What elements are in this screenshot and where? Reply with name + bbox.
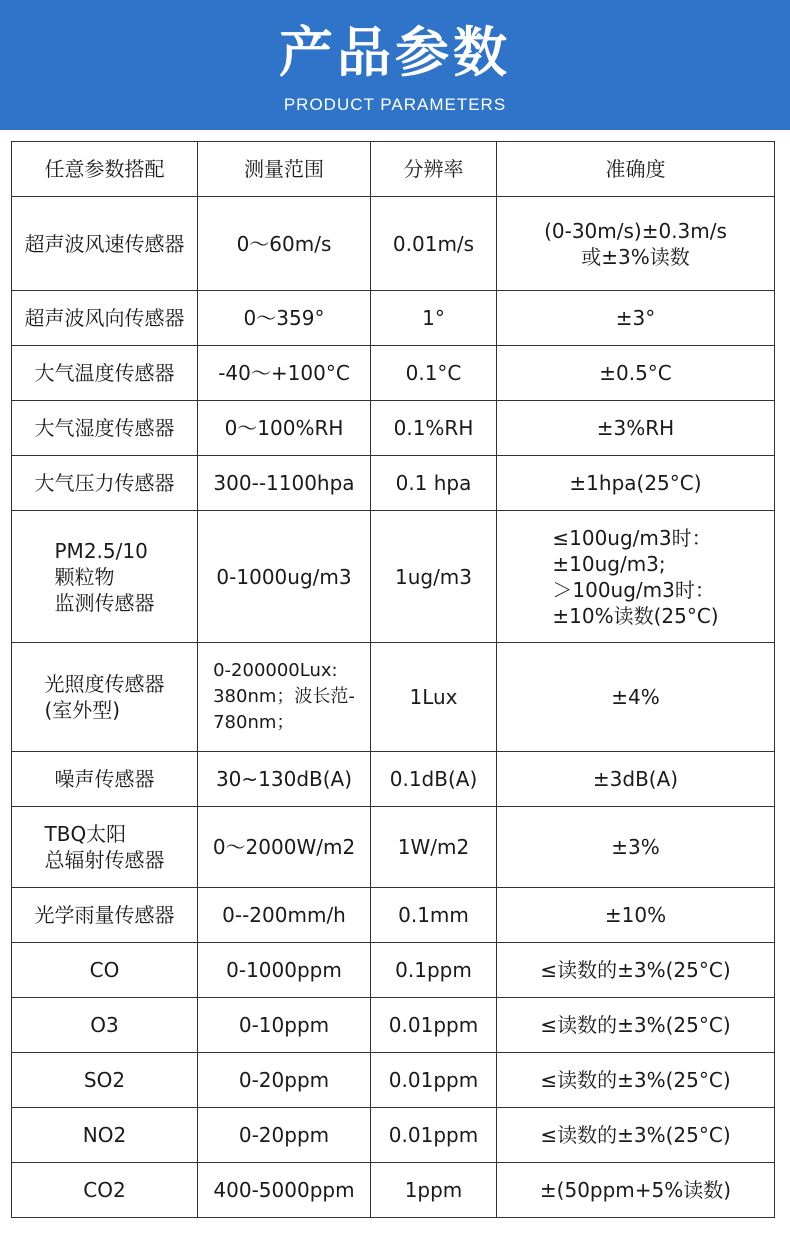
accuracy-line: ±10%读数(25°C): [552, 603, 719, 628]
range-cell: [198, 1163, 371, 1218]
range-line: 0～359°: [243, 306, 325, 330]
sensor-name-cell: [12, 511, 198, 643]
resolution-line: 0.01ppm: [388, 1013, 479, 1037]
resolution-cell: [371, 401, 497, 456]
sensor-name-line: 超声波风向传感器: [24, 306, 185, 330]
resolution-cell: [371, 807, 497, 888]
range-cell: [198, 197, 371, 291]
sensor-name-line: 总辐射传感器: [44, 848, 165, 872]
resolution-line: 0.01ppm: [388, 1068, 479, 1092]
range-cell: [198, 943, 371, 998]
accuracy-line: ≤100ug/m3时：: [552, 525, 712, 550]
range-line: 0-1000ug/m3: [216, 564, 352, 589]
accuracy-line: ≤读数的±3%(25°C): [540, 1123, 731, 1147]
range-line: 0-200000Lux:: [213, 660, 338, 681]
resolution-line: 0.1mm: [398, 903, 469, 927]
range-cell: [198, 752, 371, 807]
range-cell: [198, 998, 371, 1053]
sensor-name-cell: [12, 401, 198, 456]
accuracy-cell: [497, 643, 775, 752]
table-row: [12, 888, 775, 943]
table-row: [12, 197, 775, 291]
accuracy-cell: [497, 998, 775, 1053]
parameters-table: [11, 141, 775, 1218]
range-line: 400-5000ppm: [213, 1178, 355, 1202]
table-row: [12, 807, 775, 888]
resolution-line: 1ug/m3: [394, 564, 473, 589]
sensor-name-cell: [12, 291, 198, 346]
resolution-line: 1W/m2: [397, 835, 470, 859]
resolution-cell: [371, 752, 497, 807]
table-row: [12, 1163, 775, 1218]
sensor-name-line: O3: [90, 1013, 119, 1037]
column-header-accuracy: 准确度: [497, 142, 775, 197]
sensor-name-cell: [12, 643, 198, 752]
resolution-line: 1°: [422, 306, 445, 330]
sensor-name-line: 光照度传感器: [44, 672, 165, 696]
sensor-name-cell: [12, 752, 198, 807]
resolution-line: 0.1ppm: [395, 958, 472, 982]
range-line: 380nm；波长范-: [213, 686, 355, 707]
range-cell: [198, 346, 371, 401]
page-title: 产品参数: [279, 21, 511, 84]
sensor-name-cell: [12, 998, 198, 1053]
resolution-cell: [371, 888, 497, 943]
table-row: [12, 346, 775, 401]
range-cell: [198, 807, 371, 888]
table-row: [12, 998, 775, 1053]
accuracy-line: ≤读数的±3%(25°C): [540, 1013, 731, 1037]
sensor-name-line: SO2: [83, 1068, 126, 1092]
table-header-row: [12, 142, 775, 197]
range-cell: [198, 1053, 371, 1108]
resolution-line: 0.1 hpa: [395, 471, 472, 495]
accuracy-line: ±3dB(A): [592, 767, 679, 791]
range-cell: [198, 291, 371, 346]
sensor-name-cell: [12, 888, 198, 943]
resolution-cell: [371, 643, 497, 752]
sensor-name-cell: [12, 807, 198, 888]
sensor-name-line: PM2.5/10: [54, 538, 148, 563]
accuracy-line: ＞100ug/m3时：: [552, 577, 715, 602]
resolution-cell: [371, 291, 497, 346]
header-banner: [0, 0, 790, 130]
sensor-name-cell: [12, 456, 198, 511]
sensor-name-line: 光学雨量传感器: [34, 903, 175, 927]
accuracy-cell: [497, 291, 775, 346]
range-cell: [198, 888, 371, 943]
accuracy-line: ≤读数的±3%(25°C): [540, 1068, 731, 1092]
table-row: [12, 511, 775, 643]
resolution-cell: [371, 197, 497, 291]
table-row: [12, 943, 775, 998]
resolution-line: 0.01m/s: [392, 231, 475, 256]
sensor-name-line: CO2: [83, 1178, 126, 1202]
range-cell: [198, 643, 371, 752]
accuracy-line: ≤读数的±3%(25°C): [540, 958, 731, 982]
sensor-name-line: NO2: [82, 1123, 127, 1147]
range-cell: [198, 511, 371, 643]
table-row: [12, 291, 775, 346]
sensor-name-line: (室外型): [44, 698, 121, 722]
resolution-line: 0.01ppm: [388, 1123, 479, 1147]
resolution-cell: [371, 456, 497, 511]
resolution-cell: [371, 511, 497, 643]
table-row: [12, 1108, 775, 1163]
sensor-name-line: 大气湿度传感器: [34, 416, 175, 440]
column-header-range: 测量范围: [198, 142, 371, 197]
accuracy-line: ±3%RH: [596, 416, 675, 440]
sensor-name-line: 颗粒物: [54, 564, 115, 589]
range-line: -40～+100°C: [218, 361, 350, 385]
sensor-name-cell: [12, 346, 198, 401]
sensor-name-line: 监测传感器: [54, 590, 155, 615]
resolution-cell: [371, 1108, 497, 1163]
range-line: 0-10ppm: [238, 1013, 330, 1037]
sensor-name-line: CO: [89, 958, 120, 982]
range-cell: [198, 401, 371, 456]
accuracy-line: ±10%: [604, 903, 667, 927]
accuracy-cell: [497, 401, 775, 456]
resolution-cell: [371, 1163, 497, 1218]
accuracy-cell: [497, 752, 775, 807]
accuracy-line: ±0.5°C: [599, 361, 672, 385]
accuracy-cell: [497, 943, 775, 998]
table-body: [12, 197, 775, 1218]
accuracy-cell: [497, 807, 775, 888]
range-line: 0～100%RH: [224, 416, 344, 440]
page-subtitle: PRODUCT PARAMETERS: [283, 95, 507, 114]
range-line: 0～60m/s: [236, 231, 332, 256]
sensor-name-line: 大气压力传感器: [34, 471, 175, 495]
accuracy-line: (0-30m/s)±0.3m/s: [544, 218, 727, 243]
range-cell: [198, 1108, 371, 1163]
sensor-name-cell: [12, 943, 198, 998]
accuracy-cell: [497, 511, 775, 643]
range-line: 0～2000W/m2: [212, 835, 356, 859]
sensor-name-line: 大气温度传感器: [34, 361, 175, 385]
range-line: 0-20ppm: [238, 1068, 330, 1092]
table-row: [12, 643, 775, 752]
accuracy-line: ±4%: [611, 685, 660, 709]
resolution-line: 1ppm: [404, 1178, 463, 1202]
accuracy-line: ±10ug/m3;: [552, 551, 666, 576]
accuracy-line: ±3°: [615, 306, 656, 330]
sensor-name-line: TBQ太阳: [44, 822, 127, 846]
accuracy-line: ±(50ppm+5%读数): [539, 1178, 732, 1202]
table-row: [12, 752, 775, 807]
accuracy-cell: [497, 1053, 775, 1108]
sensor-name-line: 噪声传感器: [54, 767, 155, 791]
sensor-name-line: 超声波风速传感器: [24, 231, 185, 256]
sensor-name-cell: [12, 1163, 198, 1218]
range-line: 780nm；: [213, 712, 295, 733]
range-line: 0--200mm/h: [222, 903, 346, 927]
column-header-sensor: 任意参数搭配: [12, 142, 198, 197]
resolution-cell: [371, 346, 497, 401]
table-row: [12, 401, 775, 456]
accuracy-cell: [497, 1108, 775, 1163]
accuracy-line: ±1hpa(25°C): [569, 471, 702, 495]
resolution-cell: [371, 943, 497, 998]
table-row: [12, 1053, 775, 1108]
accuracy-cell: [497, 456, 775, 511]
resolution-cell: [371, 998, 497, 1053]
sensor-name-cell: [12, 1108, 198, 1163]
resolution-line: 0.1%RH: [393, 416, 474, 440]
range-line: 0-1000ppm: [226, 958, 342, 982]
accuracy-cell: [497, 346, 775, 401]
resolution-line: 0.1°C: [405, 361, 462, 385]
range-cell: [198, 456, 371, 511]
sensor-name-cell: [12, 1053, 198, 1108]
resolution-cell: [371, 1053, 497, 1108]
range-line: 30~130dB(A): [215, 767, 353, 791]
column-header-resolution: 分辨率: [371, 142, 497, 197]
resolution-line: 1Lux: [409, 685, 458, 709]
accuracy-cell: [497, 888, 775, 943]
accuracy-line: 或±3%读数: [581, 244, 690, 269]
range-line: 0-20ppm: [238, 1123, 330, 1147]
accuracy-cell: [497, 1163, 775, 1218]
accuracy-cell: [497, 197, 775, 291]
resolution-line: 0.1dB(A): [389, 767, 478, 791]
range-line: 300--1100hpa: [213, 471, 355, 495]
table-row: [12, 456, 775, 511]
sensor-name-cell: [12, 197, 198, 291]
accuracy-line: ±3%: [611, 835, 660, 859]
